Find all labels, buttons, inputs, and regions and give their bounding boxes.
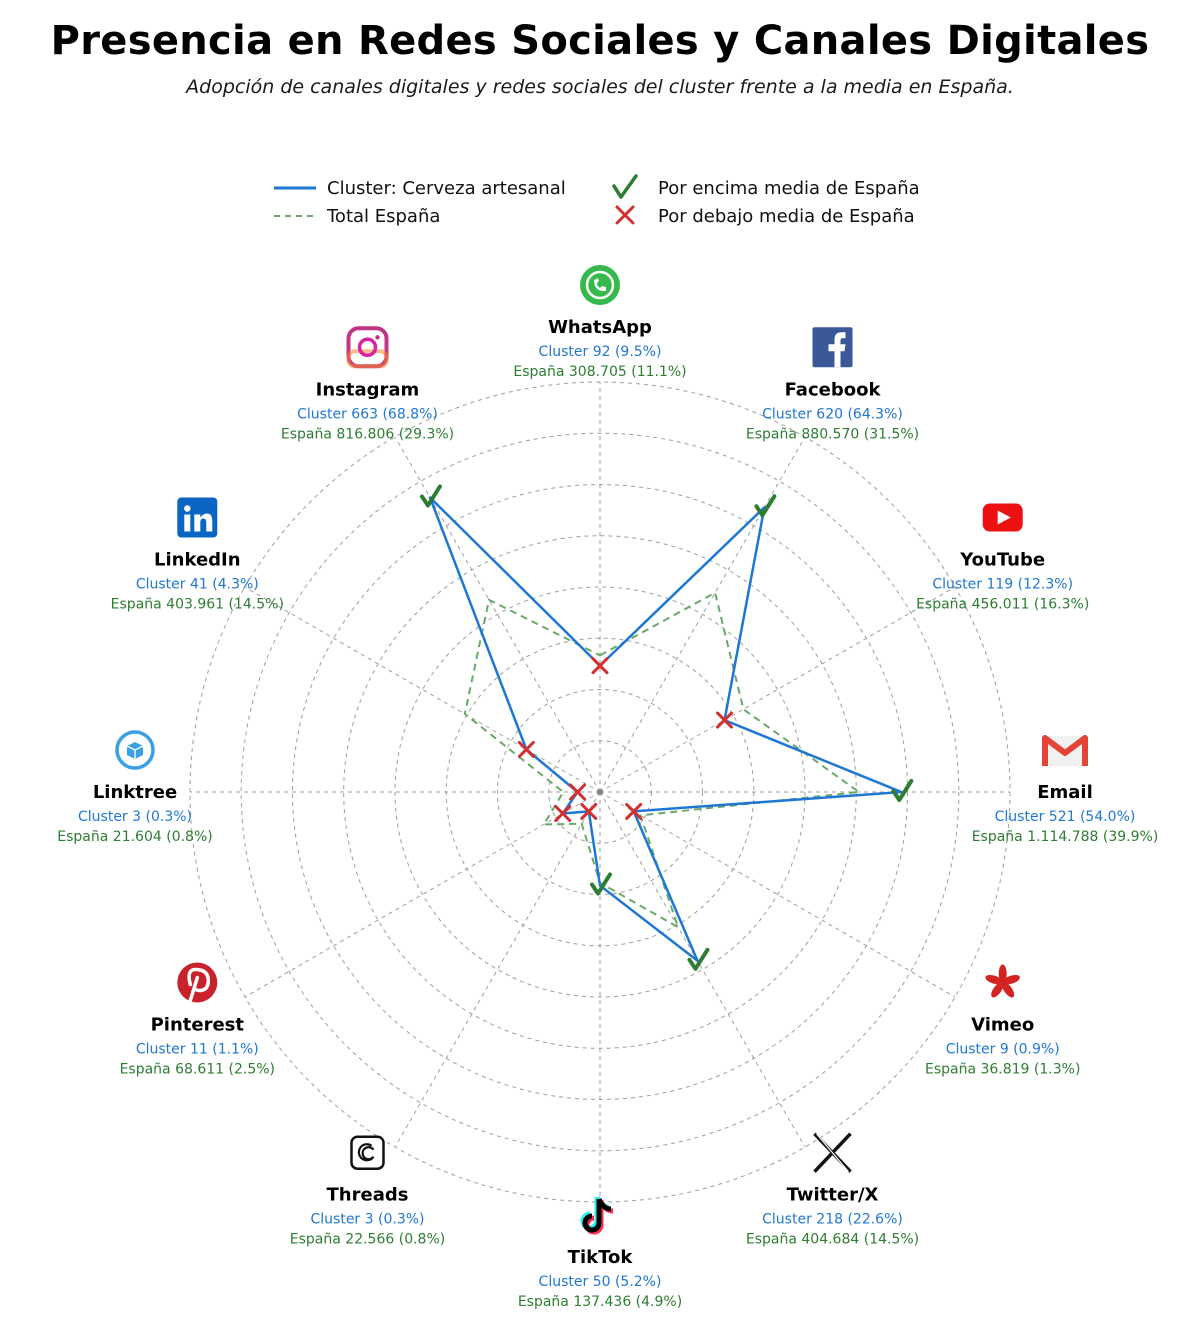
label-name-whatsapp: WhatsApp — [548, 317, 652, 338]
label-spain-twitterx: España 404.684 (14.5%) — [745, 1231, 920, 1248]
label-cluster-tiktok: Cluster 50 (5.2%) — [538, 1274, 662, 1290]
label-cluster-linktree: Cluster 3 (0.3%) — [78, 809, 192, 825]
label-cluster-pinterest: Cluster 11 (1.1%) — [135, 1041, 259, 1058]
label-cluster-facebook: Cluster 620 (64.3%) — [762, 406, 903, 423]
x-icon — [815, 1134, 851, 1172]
series-cluster — [430, 498, 901, 961]
label-name-youtube: YouTube — [960, 549, 1046, 571]
label-spain-email: España 1.114.788 (39.9%) — [971, 829, 1159, 845]
label-cluster-twitterx: Cluster 218 (22.6%) — [762, 1211, 903, 1228]
label-name-tiktok: TikTok — [567, 1247, 633, 1268]
grid-spoke — [600, 587, 955, 792]
whatsapp-icon — [580, 265, 620, 305]
label-name-facebook: Facebook — [784, 379, 881, 401]
grid-spoke — [395, 792, 600, 1147]
grid-spoke — [600, 792, 805, 1147]
label-cluster-vimeo: Cluster 9 (0.9%) — [945, 1041, 1060, 1058]
threads-icon — [352, 1137, 384, 1169]
grid-center — [597, 789, 603, 795]
label-name-pinterest: Pinterest — [150, 1014, 245, 1036]
marker-above-twitterx — [689, 950, 707, 969]
vimeo-icon — [984, 965, 1021, 1000]
label-name-vimeo: Vimeo — [971, 1014, 1035, 1036]
label-spain-tiktok: España 137.436 (4.9%) — [517, 1294, 683, 1310]
chart-title: Presencia en Redes Sociales y Canales Digitales — [50, 18, 1150, 64]
linkedin-icon — [177, 498, 217, 538]
label-name-threads: Threads — [326, 1184, 409, 1206]
label-spain-pinterest: España 68.611 (2.5%) — [119, 1061, 276, 1078]
instagram-icon — [349, 328, 387, 366]
label-name-instagram: Instagram — [315, 379, 420, 401]
radar-series — [430, 498, 901, 961]
marker-above-instagram — [422, 486, 440, 505]
label-spain-vimeo: España 36.819 (1.3%) — [924, 1061, 1081, 1078]
label-spain-threads: España 22.566 (0.8%) — [289, 1231, 446, 1248]
legend — [274, 176, 920, 227]
label-spain-linktree: España 21.604 (0.8%) — [57, 829, 213, 845]
label-cluster-email: Cluster 521 (54.0%) — [994, 809, 1136, 825]
legend-check-icon — [614, 176, 636, 197]
category-icons — [117, 265, 1085, 1232]
label-cluster-threads: Cluster 3 (0.3%) — [310, 1211, 425, 1228]
label-name-linktree: Linktree — [92, 782, 178, 803]
label-spain-whatsapp: España 308.705 (11.1%) — [513, 364, 687, 380]
label-spain-youtube: España 456.011 (16.3%) — [916, 596, 1090, 613]
label-name-email: Email — [1037, 782, 1093, 803]
label-cluster-whatsapp: Cluster 92 (9.5%) — [538, 344, 662, 360]
label-spain-facebook: España 880.570 (31.5%) — [745, 426, 920, 443]
pinterest-icon — [177, 963, 217, 1003]
label-name-twitterx: Twitter/X — [786, 1184, 879, 1206]
legend-cross-icon — [617, 207, 633, 223]
chart-subtitle: Adopción de canales digitales y redes sociales del cluster frente a la media en España. — [186, 76, 1014, 98]
youtube-icon — [983, 504, 1023, 532]
label-cluster-youtube: Cluster 119 (12.3%) — [932, 576, 1074, 593]
marker-below-linkedin — [519, 742, 533, 756]
label-spain-linkedin: España 403.961 (14.5%) — [110, 596, 284, 613]
legend-spain-label: Total España — [327, 206, 441, 227]
label-name-linkedin: LinkedIn — [154, 549, 241, 571]
label-cluster-instagram: Cluster 663 (68.8%) — [297, 406, 438, 423]
grid-spoke — [245, 587, 600, 792]
radar-markers — [422, 486, 911, 968]
legend-above-label: Por encima media de España — [658, 178, 920, 199]
facebook-icon — [813, 327, 853, 367]
legend-below-label: Por debajo media de España — [658, 206, 915, 227]
linktree-icon — [117, 732, 153, 768]
category-labels — [57, 317, 1158, 1310]
label-spain-instagram: España 816.806 (29.3%) — [280, 426, 455, 443]
label-cluster-linkedin: Cluster 41 (4.3%) — [135, 576, 259, 593]
legend-cluster-label: Cluster: Cerveza artesanal — [327, 178, 566, 199]
gmail-icon — [1045, 736, 1085, 766]
